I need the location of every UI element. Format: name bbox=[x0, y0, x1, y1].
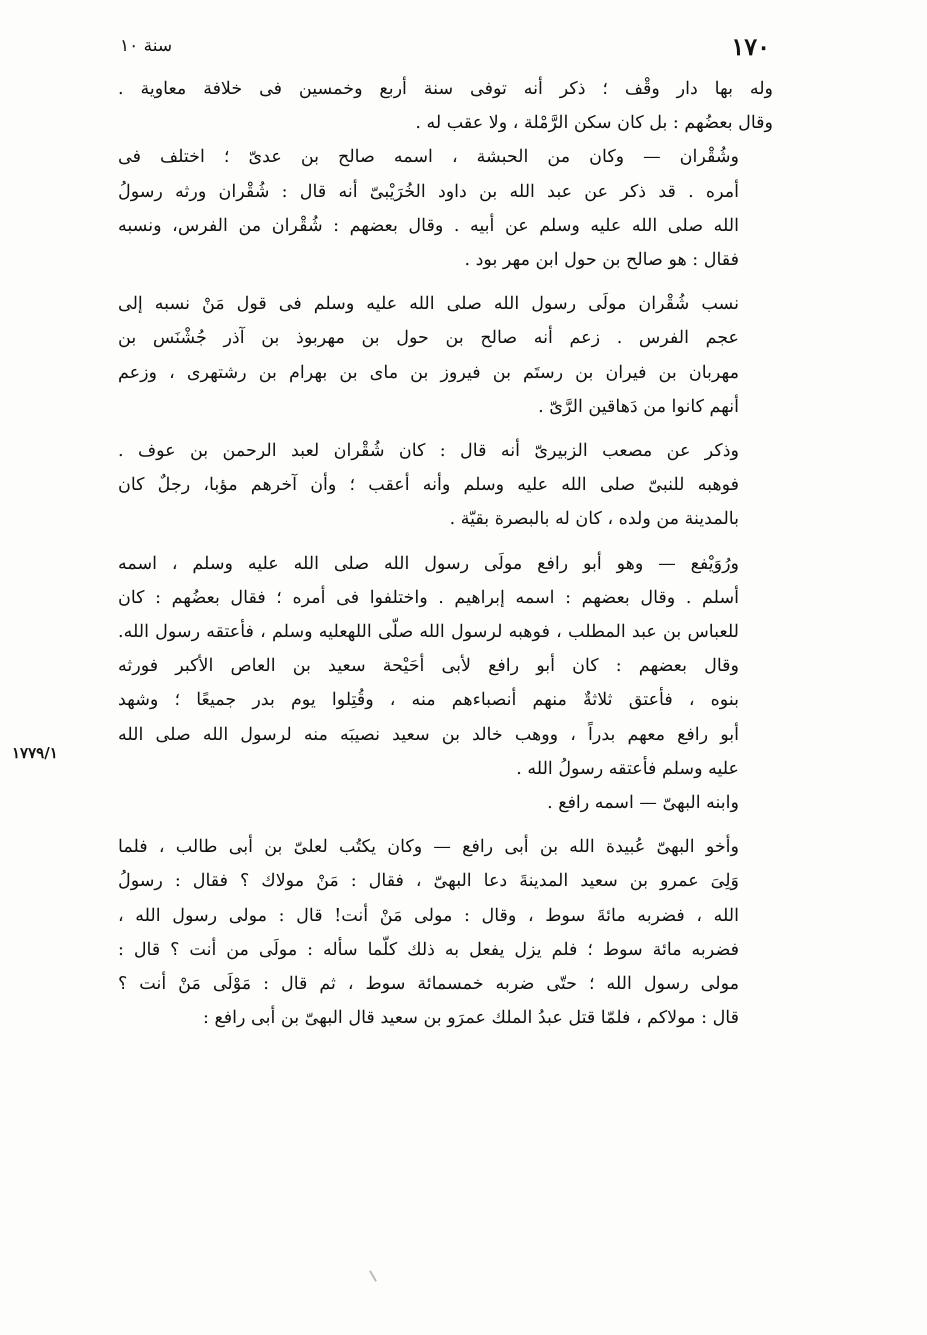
text-line: وقال بعضُهم : بل كان سكن الرَّمْلة ، ولا عقب له . bbox=[415, 113, 773, 134]
text-line: أبو رافع معهم بدراً ، ووهب خالد بن سعيد نصيبَه منه لرسول الله صلى الله bbox=[118, 724, 739, 745]
text-line: فقال : هو صالح بن حول ابن مهر بود . bbox=[464, 250, 739, 271]
page-number: ١٧٠ bbox=[731, 32, 770, 61]
text-line: بالمدينة من ولده ، كان له بالبصرة بقيّة . bbox=[449, 509, 739, 530]
paragraph bbox=[118, 786, 773, 820]
text-line: للعباس بن عبد المطلب ، فوهبه لرسول الله صلّى اللهعليه وسلم ، فأعتقه رسول الله. bbox=[118, 622, 739, 643]
paper-speck bbox=[369, 1270, 377, 1281]
text-line: أمره . قد ذكر عن عبد الله بن داود الخُرَيْبىّ أنه قال : شُقْران ورثه رسولُ bbox=[118, 181, 739, 202]
text-line: أسلم . وقال بعضهم : اسمه إبراهيم . واختلفوا فى أمره ؛ فقال بعضُهم : كان bbox=[118, 587, 739, 608]
text-line: عليه وسلم فأعتقه رسولُ الله . bbox=[516, 758, 739, 779]
text-line: ورُوَيْفع — وهو أبو رافع مولَى رسول الله صلى الله عليه وسلم ، اسمه bbox=[118, 553, 739, 574]
margin-reference: ١٧٧٩/١ bbox=[12, 744, 58, 762]
text-line: وذكر عن مصعب الزبيرىّ أنه قال : كان شُقْران لعبد الرحمن بن عوف . bbox=[118, 441, 739, 462]
paragraph bbox=[118, 140, 773, 277]
text-line: وشُقْران — وكان من الحبشة ، اسمه صالح بن عدىّ ؛ اختلف فى bbox=[118, 147, 739, 168]
text-line: مهربان بن فيران بن رستَم بن فيروز بن ماى بن بهرام بن رشتهرى ، وزعم bbox=[118, 362, 739, 383]
text-line: أنهم كانوا من دَهاقين الرَّىّ . bbox=[538, 396, 739, 417]
text-line: قال : مولاكم ، فلمّا قتل عبدُ الملك عمرَو بن سعيد قال البهىّ بن أبى رافع : bbox=[203, 1008, 739, 1029]
text-line: وله بها دار وقْف ؛ ذكر أنه توفى سنة أربع وخمسين فى خلافة معاوية . bbox=[118, 79, 773, 99]
text-line: وابنه البهىّ — اسمه رافع . bbox=[547, 793, 739, 814]
running-head: سنة ١٠ bbox=[120, 36, 173, 56]
text-line: بنوه ، فأعتق ثلاثةٌ منهم أنصباءهم منه ، وقُتِلوا يوم بدر جميعًا ؛ وشهد bbox=[118, 690, 739, 711]
text-line: مولى رسول الله ؛ حتّى ضربه خمسمائة سوط ، ثم قال : مَوْلَى مَنْ أنت ؟ bbox=[118, 974, 739, 995]
text-line: الله صلى الله عليه وسلم عن أبيه . وقال بعضهم : شُقْران من الفرس، ونسبه bbox=[118, 215, 739, 236]
text-line: فوهبه للنبىّ صلى الله عليه وسلم وأنه أعقب ؛ وأن آخرهم مؤبا، رجلٌ كان bbox=[118, 475, 739, 496]
page-header bbox=[120, 32, 770, 66]
text-line: وَلِىَ عمرو بن سعيد المدينةَ دعا البهىّ ، فقال : مَنْ مولاك ؟ فقال : رسولُ bbox=[118, 871, 739, 892]
text-line: نسب شُقْران مولَى رسول الله صلى الله عليه وسلم فى قول مَنْ نسبه إلى bbox=[118, 294, 739, 315]
text-line: الله ، فضربه مائةَ سوط ، وقال : مولى مَنْ أنت! قال : مولى رسول الله ، bbox=[118, 905, 739, 926]
paragraph bbox=[118, 434, 773, 537]
text-line: فضربه مائة سوط ؛ فلم يزل يفعل به ذلك كلّما سأله : مولَى من أنت ؟ قال : bbox=[118, 939, 739, 960]
paragraph bbox=[118, 830, 773, 1035]
text-line: وقال بعضهم : كان أبو رافع لأبى أحَيْحة سعيد بن العاص الأكبر فورثه bbox=[118, 656, 739, 677]
paragraph bbox=[118, 547, 773, 786]
text-line: عجم الفرس . زعم أنه صالح بن حول بن مهربوذ بن آذر جُشْنَس بن bbox=[118, 328, 739, 349]
text-line: وأخو البهىّ عُبيدة الله بن أبى رافع — وكان يكتُب لعلىّ بن أبى طالب ، فلما bbox=[118, 837, 739, 858]
body-text bbox=[118, 72, 773, 1035]
paragraph bbox=[118, 287, 773, 424]
paragraph bbox=[118, 72, 773, 140]
